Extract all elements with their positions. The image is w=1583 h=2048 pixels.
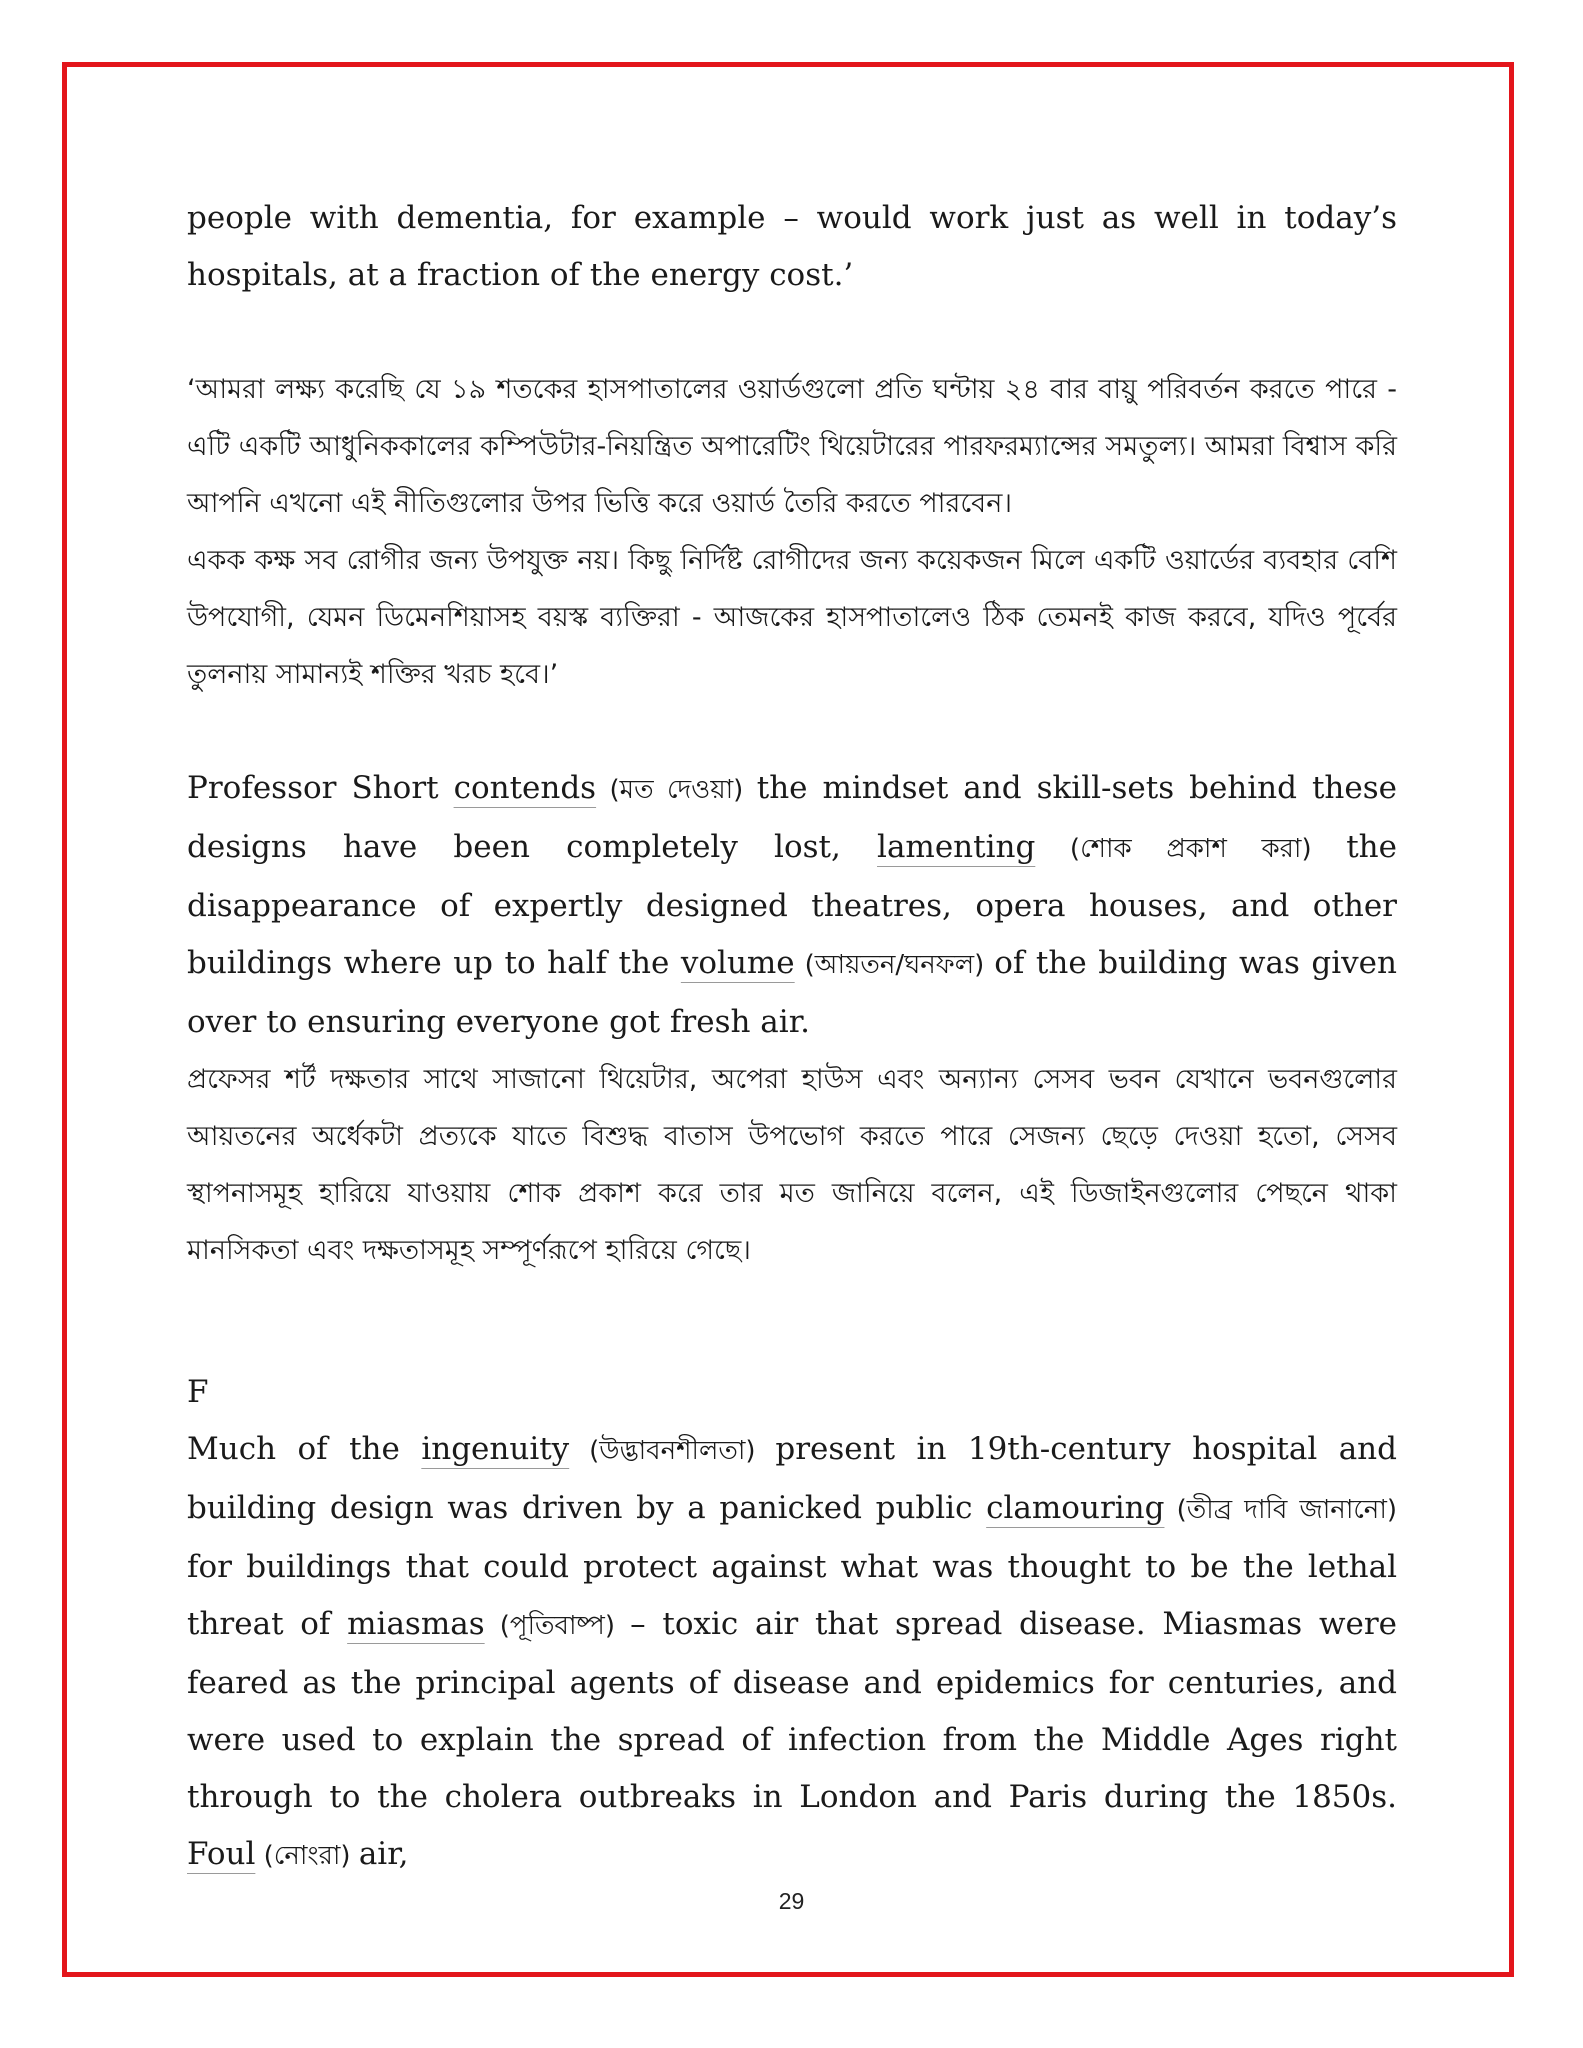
vocab-gloss: (নোংরা): [255, 1841, 359, 1871]
text-run: the mindset and skill-sets behind these designs have been completely lost,: [187, 770, 1397, 865]
page-number: 29: [778, 1888, 805, 1914]
text-run: of the building was given over to ensuring everyone got fresh air.: [187, 945, 1397, 1040]
bengali-paragraph-1: ‘আমরা লক্ষ্য করেছি যে ১৯ শতকের হাসপাতালের ওয়ার্ডগুলো প্রতি ঘন্টায় ২৪ বার বায়ু পরিবর্তন করতে পারে - এটি একটি আধুনিককালের কম্পিউটার-নিয়ন্ত্রিত অপারেটিং থিয়েটারের পারফরম্যান্সের সমতুল্য। আমরা বিশ্বাস করি আপনি এখনো এই নীতিগুলোর উপর ভিত্তি করে ওয়ার্ড তৈরি করতে পারবেন।: [187, 374, 1397, 519]
page-content: [187, 190, 1397, 1885]
bengali-paragraph-2: একক কক্ষ সব রোগীর জন্য উপযুক্ত নয়। কিছু নির্দিষ্ট রোগীদের জন্য কয়েকজন মিলে একটি ওয়ার্ডের ব্যবহার বেশি উপযোগী, যেমন ডিমেনশিয়াসহ বয়স্ক ব্যক্তিরা - আজকের হাসপাতালেও ঠিক তেমনই কাজ করবে, যদিও পূর্বের তুলনায় সামান্যই শক্তির খরচ হবে।’: [187, 545, 1397, 690]
text-run: for buildings that could protect against what was thought to be the lethal threat of: [187, 1549, 1397, 1642]
vocab-word-ingenuity: ingenuity: [421, 1431, 570, 1467]
english-paragraph-1: people with dementia, for example – would work just as well in today’s hospitals, at a fraction of the energy cost.’: [187, 200, 1397, 293]
vocab-word-lamenting: lamenting: [877, 829, 1036, 865]
vocab-gloss: (আয়তন/ঘনফল): [794, 950, 995, 980]
vocab-word-foul: Foul: [187, 1836, 256, 1872]
spacer: [187, 703, 1397, 760]
vocab-word-miasmas: miasmas: [347, 1606, 485, 1642]
vocab-gloss: (পূতিবাষ্প): [484, 1611, 631, 1641]
text-run: Professor Short: [187, 770, 454, 806]
vocab-gloss: (উদ্ভাবনশীলতা): [569, 1436, 776, 1466]
vocab-gloss: (তীব্র দাবি জানানো): [1164, 1495, 1398, 1525]
english-paragraph-2: [187, 760, 1397, 1051]
text-run: Much of the: [187, 1431, 422, 1467]
vocab-gloss: (মত দেওয়া): [596, 775, 757, 805]
text-run: air,: [358, 1836, 409, 1872]
spacer: [187, 1279, 1397, 1364]
bengali-paragraph-3: প্রফেসর শর্ট দক্ষতার সাথে সাজানো থিয়েটার, অপেরা হাউস এবং অন্যান্য সেসব ভবন যেখানে ভবনগুলোর আয়তনের অর্ধেকটা প্রত্যকে যাতে বিশুদ্ধ বাতাস উপভোগ করতে পারে সেজন্য ছেড়ে দেওয়া হতো, সেসব স্থাপনাসমূহ হারিয়ে যাওয়ায় শোক প্রকাশ করে তার মত জানিয়ে বলেন, এই ডিজাইনগুলোর পেছনে থাকা মানসিকতা এবং দক্ষতাসমূহ সম্পূর্ণরূপে হারিয়ে গেছে।: [187, 1064, 1397, 1266]
vocab-word-contends: contends: [453, 770, 597, 806]
vocab-gloss: (শোক প্রকাশ করা): [1035, 834, 1347, 864]
text-run: present in 19th-century hospital and building design was driven by a panicked public: [187, 1431, 1397, 1526]
vocab-word-clamouring: clamouring: [986, 1490, 1165, 1526]
spacer: [187, 304, 1397, 361]
text-run: the disappearance of expertly designed theatres, opera houses, and other buildings where up to half the: [187, 829, 1397, 981]
text-run: – toxic air that spread disease. Miasmas were feared as the principal agents of disease and epidemics for centuries, and were used to explain the spread of infection from the Middle Ages right through to the cholera outbreaks in London and Paris during the 1850s.: [187, 1606, 1397, 1815]
vocab-word-volume: volume: [680, 945, 795, 981]
english-paragraph-3: [187, 1421, 1397, 1885]
section-letter: F: [187, 1374, 209, 1410]
